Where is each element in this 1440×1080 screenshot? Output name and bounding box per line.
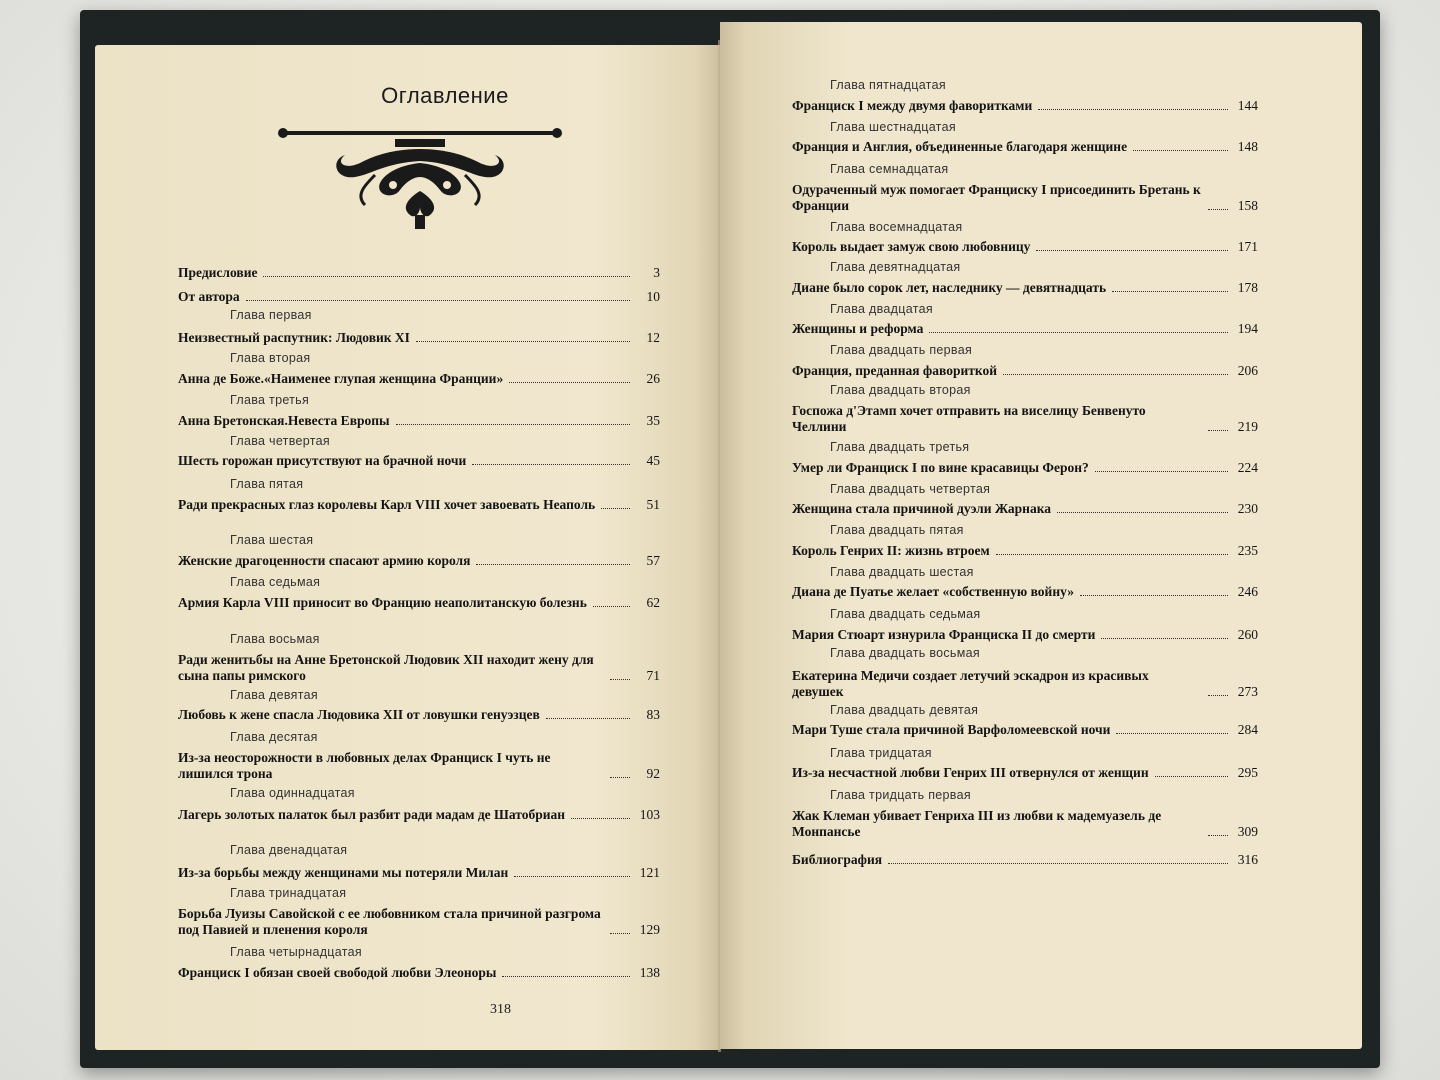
- chapter-label: Глава восьмая: [230, 632, 320, 646]
- toc-page-number: 103: [639, 807, 660, 822]
- chapter-label: Глава двадцать третья: [830, 440, 970, 454]
- chapter-label: Глава тридцать первая: [830, 788, 971, 802]
- toc-leader-dots: [416, 341, 630, 342]
- chapter-label: Глава двадцатая: [830, 302, 933, 316]
- toc-leader-dots: [476, 564, 630, 565]
- toc-leader-dots: [1003, 374, 1228, 375]
- toc-page-number: 235: [1237, 543, 1258, 558]
- toc-entry-title: Король выдает замуж свою любовницу: [792, 239, 1031, 254]
- toc-leader-dots: [593, 606, 630, 607]
- toc-entry[interactable]: [792, 239, 1258, 255]
- toc-entry-title: Франциск I между двумя фаворитками: [792, 98, 1033, 113]
- chapter-label: Глава вторая: [230, 351, 311, 365]
- chapter-label: Глава семнадцатая: [830, 162, 949, 176]
- toc-page-number: 57: [646, 553, 660, 568]
- toc-entry-title: Диана де Пуатье желает «собственную войну»: [792, 584, 1074, 599]
- toc-page-number: 206: [1237, 363, 1258, 378]
- toc-entry[interactable]: [792, 501, 1258, 517]
- chapter-label: Глава четвертая: [230, 434, 330, 448]
- toc-page-number: 45: [646, 453, 660, 468]
- toc-page-number: 194: [1237, 321, 1258, 336]
- toc-leader-dots: [1208, 695, 1228, 696]
- toc-entry-title: Армия Карла VIII приносит во Францию неаполитанскую болезнь: [178, 595, 587, 610]
- page-number: 318: [490, 1002, 511, 1017]
- toc-entry[interactable]: [792, 460, 1258, 476]
- chapter-label: Глава двадцать вторая: [830, 383, 971, 397]
- toc-page-number: 51: [646, 497, 660, 512]
- toc-page-number: 224: [1237, 460, 1258, 475]
- toc-page-number: 309: [1237, 824, 1258, 839]
- toc-page-number: 316: [1237, 852, 1258, 867]
- toc-entry[interactable]: [178, 652, 660, 684]
- toc-leader-dots: [929, 332, 1228, 333]
- toc-entry-title: Женщина стала причиной дуэли Жарнака: [792, 501, 1052, 516]
- chapter-label: Глава двадцать седьмая: [830, 607, 981, 621]
- toc-page-number: 144: [1237, 98, 1258, 113]
- chapter-label: Глава шестая: [230, 533, 314, 547]
- toc-leader-dots: [1133, 150, 1228, 151]
- chapter-label: Глава двенадцатая: [230, 843, 348, 857]
- toc-entry[interactable]: [792, 668, 1258, 700]
- toc-entry[interactable]: [792, 765, 1258, 781]
- toc-entry-title: Франция и Англия, объединенные благодаря женщине: [792, 139, 1128, 154]
- toc-entry[interactable]: [178, 906, 660, 938]
- toc-entry-title: Предисловие: [178, 265, 258, 280]
- toc-page-number: 138: [639, 965, 660, 980]
- toc-entry-title: Мария Стюарт изнурила Франциска II до смерти: [792, 627, 1096, 642]
- chapter-label: Глава первая: [230, 308, 312, 322]
- right-page: [720, 22, 1362, 1049]
- toc-page-number: 158: [1237, 198, 1258, 213]
- chapter-label: Глава девятнадцатая: [830, 260, 961, 274]
- toc-entry[interactable]: [792, 139, 1258, 155]
- chapter-label: Глава пятнадцатая: [830, 78, 946, 92]
- toc-leader-dots: [1095, 471, 1228, 472]
- toc-entry-title: Франция, преданная фавориткой: [792, 363, 997, 378]
- toc-entry-title: Из-за неосторожности в любовных делах Франциск I чуть не лишился трона: [178, 750, 551, 781]
- toc-list-left: [95, 45, 720, 1050]
- toc-entry-title: Библиография: [792, 852, 883, 867]
- toc-leader-dots: [601, 508, 630, 509]
- chapter-label: Глава третья: [230, 393, 310, 407]
- toc-leader-dots: [1208, 430, 1228, 431]
- toc-page-number: 230: [1237, 501, 1258, 516]
- toc-entry[interactable]: [178, 371, 660, 387]
- chapter-label: Глава тридцатая: [830, 746, 932, 760]
- toc-leader-dots: [1208, 209, 1228, 210]
- toc-page-number: 284: [1237, 722, 1258, 737]
- toc-leader-dots: [514, 876, 630, 877]
- toc-entry-title: Из-за несчастной любви Генрих III отвернулся от женщин: [792, 765, 1149, 780]
- toc-entry[interactable]: [792, 98, 1258, 114]
- toc-page-number: 260: [1237, 627, 1258, 642]
- toc-page-number: 129: [639, 922, 660, 937]
- toc-entry[interactable]: [178, 289, 660, 305]
- toc-leader-dots: [996, 554, 1228, 555]
- toc-entry[interactable]: [178, 865, 660, 881]
- toc-leader-dots: [502, 976, 630, 977]
- toc-page-number: 71: [646, 668, 660, 683]
- toc-entry-title: Женщины и реформа: [792, 321, 924, 336]
- toc-entry-title: Анна де Боже.«Наименее глупая женщина Франции»: [178, 371, 504, 386]
- toc-entry[interactable]: [178, 330, 660, 346]
- toc-page-number: 295: [1237, 765, 1258, 780]
- toc-page-number: 62: [646, 595, 660, 610]
- toc-leader-dots: [1057, 512, 1228, 513]
- toc-entry-title: Диане было сорок лет, наследнику — девятнадцать: [792, 280, 1107, 295]
- toc-entry[interactable]: [792, 627, 1258, 643]
- toc-entry[interactable]: [792, 321, 1258, 337]
- toc-entry[interactable]: [178, 965, 660, 981]
- left-page: [95, 45, 720, 1050]
- chapter-label: Глава тринадцатая: [230, 886, 347, 900]
- toc-leader-dots: [610, 679, 630, 680]
- toc-entry-title: Король Генрих II: жизнь втроем: [792, 543, 990, 558]
- chapter-label: Глава седьмая: [230, 575, 321, 589]
- toc-leader-dots: [1038, 109, 1228, 110]
- toc-leader-dots: [610, 777, 630, 778]
- toc-entry[interactable]: [178, 497, 660, 513]
- toc-entry[interactable]: [792, 363, 1258, 379]
- toc-list-right: [720, 22, 1362, 1049]
- toc-entry-title: Умер ли Франциск I по вине красавицы Ферон?: [792, 460, 1089, 475]
- chapter-label: Глава двадцать восьмая: [830, 646, 980, 660]
- toc-leader-dots: [1036, 250, 1228, 251]
- toc-leader-dots: [1155, 776, 1228, 777]
- chapter-label: Глава двадцать шестая: [830, 565, 974, 579]
- chapter-label: Глава двадцать пятая: [830, 523, 964, 537]
- toc-entry[interactable]: [792, 808, 1258, 840]
- toc-entry[interactable]: [792, 182, 1258, 214]
- toc-leader-dots: [472, 464, 630, 465]
- toc-entry-title: Женские драгоценности спасают армию короля: [178, 553, 471, 568]
- toc-page-number: 26: [646, 371, 660, 386]
- toc-leader-dots: [546, 718, 630, 719]
- toc-page-number: 121: [639, 865, 660, 880]
- toc-entry[interactable]: [178, 413, 660, 429]
- toc-page-number: 246: [1237, 584, 1258, 599]
- chapter-label: Глава двадцать первая: [830, 343, 973, 357]
- toc-entry-title: Франциск I обязан своей свободой любви Элеоноры: [178, 965, 497, 980]
- toc-heading: Оглавление: [381, 83, 509, 108]
- toc-leader-dots: [1116, 733, 1228, 734]
- toc-entry-title: Екатерина Медичи создает летучий эскадрон из красивых девушек: [792, 668, 1149, 699]
- toc-entry-title: Неизвестный распутник: Людовик XI: [178, 330, 410, 345]
- toc-entry-title: Одураченный муж помогает Франциску I присоединить Бретань к Франции: [792, 182, 1201, 213]
- toc-leader-dots: [571, 818, 630, 819]
- toc-page-number: 12: [646, 330, 660, 345]
- toc-entry[interactable]: [178, 553, 660, 569]
- toc-page-number: 10: [646, 289, 660, 304]
- toc-leader-dots: [1080, 595, 1228, 596]
- toc-entry[interactable]: [178, 453, 660, 469]
- toc-entry-title: Лагерь золотых палаток был разбит ради мадам де Шатобриан: [178, 807, 566, 822]
- toc-page-number: 83: [646, 707, 660, 722]
- toc-entry-title: Мари Туше стала причиной Варфоломеевской ночи: [792, 722, 1111, 737]
- toc-page-number: 171: [1237, 239, 1258, 254]
- toc-entry[interactable]: [792, 852, 1258, 868]
- toc-entry[interactable]: [178, 265, 660, 281]
- toc-page-number: 273: [1237, 684, 1258, 699]
- chapter-label: Глава шестнадцатая: [830, 120, 956, 134]
- toc-leader-dots: [1112, 291, 1228, 292]
- toc-entry-title: Любовь к жене спасла Людовика XII от ловушки генуэзцев: [178, 707, 540, 722]
- toc-entry[interactable]: [178, 595, 660, 611]
- toc-entry[interactable]: [178, 807, 660, 823]
- toc-leader-dots: [1208, 835, 1228, 836]
- chapter-label: Глава восемнадцатая: [830, 220, 963, 234]
- chapter-label: Глава одиннадцатая: [230, 786, 355, 800]
- toc-page-number: 148: [1237, 139, 1258, 154]
- toc-entry-title: Ради женитьбы на Анне Бретонской Людовик XII находит жену для сына папы римского: [178, 652, 594, 683]
- toc-page-number: 219: [1237, 419, 1258, 434]
- toc-page-number: 3: [653, 265, 660, 280]
- toc-entry-title: Госпожа д'Этамп хочет отправить на виселицу Бенвенуто Челлини: [792, 403, 1146, 434]
- toc-leader-dots: [263, 276, 630, 277]
- chapter-label: Глава десятая: [230, 730, 318, 744]
- toc-leader-dots: [396, 424, 630, 425]
- chapter-label: Глава двадцать девятая: [830, 703, 979, 717]
- toc-entry-title: Шесть горожан присутствуют на брачной ночи: [178, 453, 467, 468]
- toc-leader-dots: [246, 300, 630, 301]
- toc-entry-title: Жак Клеман убивает Генриха III из любви к мадемуазель де Монпансье: [792, 808, 1162, 839]
- chapter-label: Глава двадцать четвертая: [830, 482, 991, 496]
- toc-entry-title: От автора: [178, 289, 240, 304]
- toc-entry[interactable]: [792, 543, 1258, 559]
- toc-leader-dots: [888, 863, 1228, 864]
- toc-entry-title: Анна Бретонская.Невеста Европы: [178, 413, 390, 428]
- chapter-label: Глава четырнадцатая: [230, 945, 362, 959]
- chapter-label: Глава девятая: [230, 688, 318, 702]
- toc-entry[interactable]: [792, 280, 1258, 296]
- toc-leader-dots: [1101, 638, 1228, 639]
- chapter-label: Глава пятая: [230, 477, 304, 491]
- toc-entry[interactable]: [792, 403, 1258, 435]
- toc-page-number: 178: [1237, 280, 1258, 295]
- toc-entry-title: Ради прекрасных глаз королевы Карл VIII хочет завоевать Неаполь: [178, 497, 596, 512]
- toc-entry[interactable]: [178, 707, 660, 723]
- toc-leader-dots: [509, 382, 630, 383]
- toc-entry[interactable]: [792, 584, 1258, 600]
- toc-entry[interactable]: [178, 750, 660, 782]
- toc-page-number: 35: [646, 413, 660, 428]
- toc-leader-dots: [610, 933, 630, 934]
- toc-entry-title: Из-за борьбы между женщинами мы потеряли Милан: [178, 865, 509, 880]
- toc-page-number: 92: [646, 766, 660, 781]
- toc-entry-title: Борьба Луизы Савойской с ее любовником стала причиной разгрома под Павией и пленения короля: [178, 906, 601, 937]
- toc-entry[interactable]: [792, 722, 1258, 738]
